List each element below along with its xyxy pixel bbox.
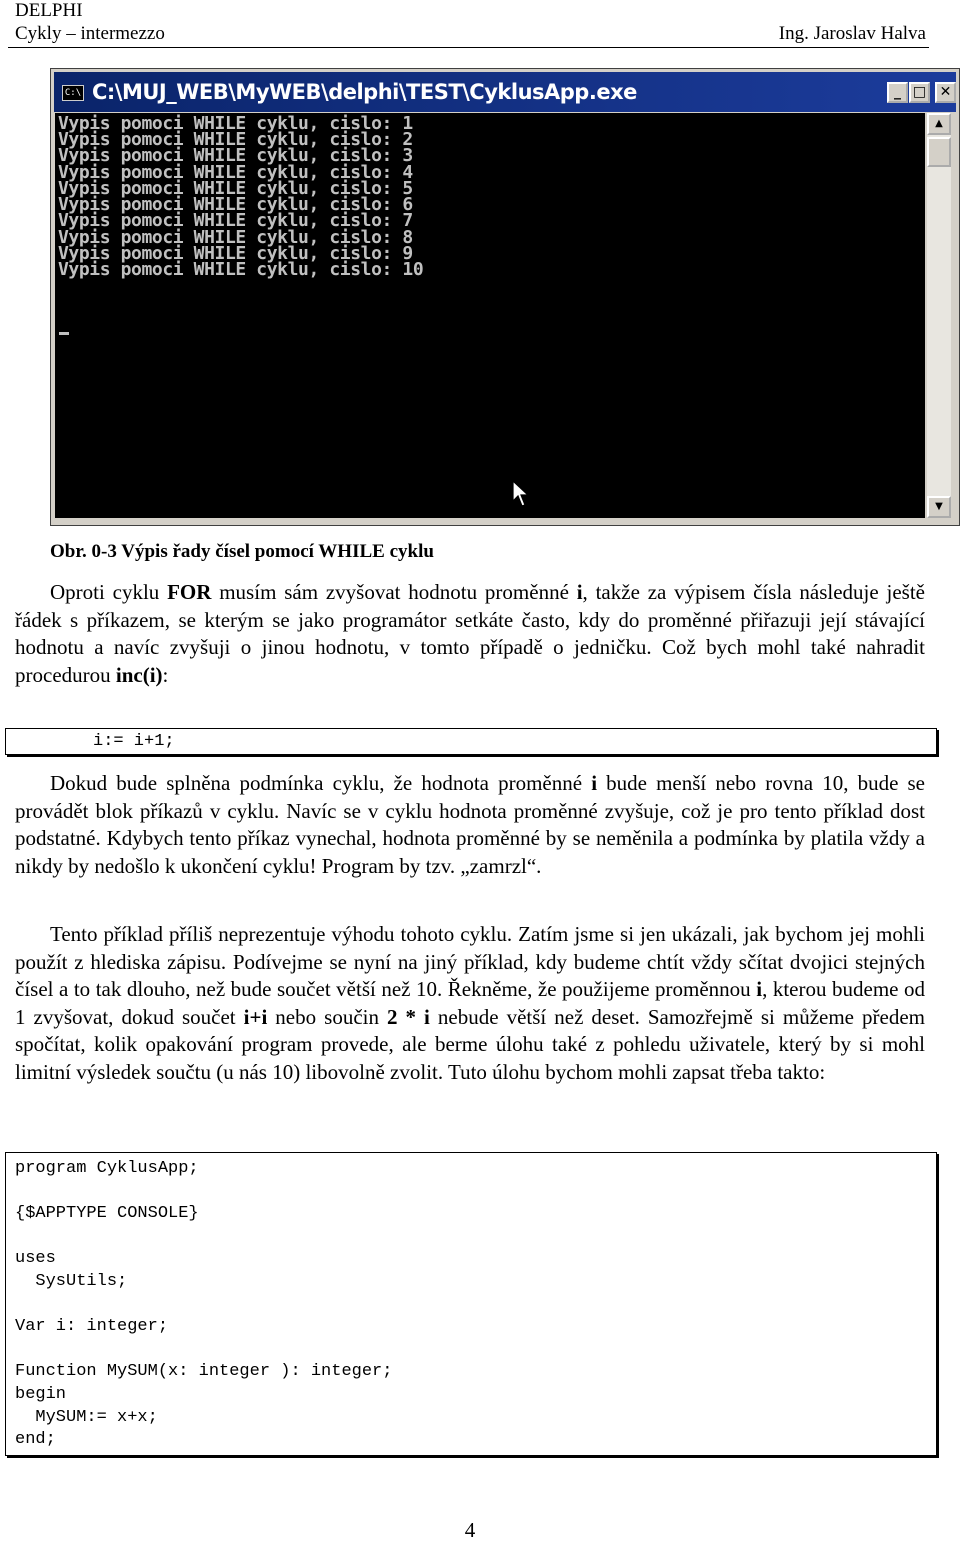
header-author: Ing. Jaroslav Halva bbox=[778, 23, 926, 44]
text: nebo součin bbox=[267, 1004, 387, 1029]
code-listing-program bbox=[5, 1152, 937, 1456]
text: musím sám zvyšovat hodnotu proměnné bbox=[211, 580, 577, 604]
close-button[interactable]: ✕ bbox=[935, 82, 956, 103]
text: nebude větší než deset. Samozřejmě si můžeme předem spočítat, kolik opakování program provede, ale berme úlohu také z pohledu uživatele, který by si mohl limitní výsledek součtu (u nás 10) libovolně zvolit. Tuto úlohu bychom mohli zapsat třeba takto: bbox=[15, 1004, 925, 1084]
console-line: Vypis pomoci WHILE cyklu, cislo: 6 bbox=[58, 194, 413, 215]
maximize-button[interactable]: □ bbox=[909, 82, 930, 103]
variable-bold: i bbox=[756, 977, 763, 1001]
console-window-screenshot bbox=[50, 68, 960, 526]
console-app-icon: C:\ bbox=[62, 85, 84, 101]
console-line: Vypis pomoci WHILE cyklu, cislo: 5 bbox=[58, 178, 413, 199]
console-titlebar bbox=[54, 72, 956, 112]
expression-bold: 2 * i bbox=[387, 1004, 430, 1029]
paragraph-2 bbox=[15, 770, 925, 880]
minimize-button[interactable]: _ bbox=[887, 82, 908, 103]
text: Oproti cyklu bbox=[50, 580, 168, 604]
variable-bold: i bbox=[591, 771, 598, 795]
code-text: i:= i+1; bbox=[93, 732, 175, 751]
console-line: Vypis pomoci WHILE cyklu, cislo: 4 bbox=[58, 162, 413, 183]
console-line: Vypis pomoci WHILE cyklu, cislo: 7 bbox=[58, 210, 413, 231]
console-line: Vypis pomoci WHILE cyklu, cislo: 2 bbox=[58, 129, 413, 150]
text: Dokud bude splněna podmínka cyklu, že hodnota proměnné bbox=[50, 771, 592, 795]
header-title: DELPHI bbox=[15, 0, 83, 21]
scroll-down-arrow-icon[interactable]: ▼ bbox=[927, 496, 951, 518]
text: , kterou budeme od 1 zvyšovat, dokud součet bbox=[15, 977, 926, 1029]
header-rule bbox=[8, 47, 929, 48]
paragraph-3 bbox=[15, 921, 925, 1086]
text: Tento příklad příliš neprezentuje výhodu tohoto cyklu. Zatím jsme si jen ukázali, jak bychom jej mohli použít z hlediska zápisu. Podívejme se nyní na jiný příklad, kdy budeme chtít vždy sčítat dvojici stejných čísel a to tak dlouho, než bude součet větší než 10. Řekněme, že použijeme proměnnou bbox=[15, 922, 925, 1001]
mouse-pointer-icon bbox=[512, 480, 530, 508]
console-line: Vypis pomoci WHILE cyklu, cislo: 3 bbox=[58, 145, 413, 166]
console-line: Vypis pomoci WHILE cyklu, cislo: 9 bbox=[58, 243, 413, 264]
page-number: 4 bbox=[464, 1518, 476, 1542]
text: : bbox=[162, 662, 169, 687]
figure-caption: Obr. 0-3 Výpis řady čísel pomocí WHILE cyklu bbox=[50, 541, 434, 562]
console-scrollbar[interactable] bbox=[927, 113, 951, 518]
text: , takže za výpisem čísla následuje ještě řádek s příkazem, se kterým se jako programátor setkáte často, kdy do proměnné přiřazuji její stávající hodnotu a navíc zvyšuji o jinou hodnotu, v tomto případě o jedničku. Což bych mohl také nahradit procedurou bbox=[15, 580, 925, 687]
console-cursor bbox=[59, 332, 69, 335]
console-line: Vypis pomoci WHILE cyklu, cislo: 8 bbox=[58, 227, 413, 248]
paragraph-1 bbox=[15, 579, 925, 689]
code-snippet-increment bbox=[5, 728, 937, 755]
code-text: program CyklusApp; {$APPTYPE CONSOLE} uses SysUtils; Var i: integer; Function MySUM(x: integer ): integer; begin MySUM:= x+x; end; bbox=[15, 1159, 393, 1450]
text: bude menší nebo rovna 10, bude se provádět blok příkazů v cyklu. Navíc se v cyklu hodnota proměnné zvyšuje, což je pro tento příklad dost podstatné. Kdybych tento příkaz vynechal, hodnota proměnné by se neměnila a podmínka by platila vždy a nikdy by nedošlo k ukončení cyklu! Program by tzv. „zamrzl“. bbox=[15, 771, 925, 878]
console-line: Vypis pomoci WHILE cyklu, cislo: 10 bbox=[58, 259, 424, 280]
console-output bbox=[55, 113, 925, 518]
scroll-thumb[interactable] bbox=[927, 137, 951, 167]
expression-bold: i+i bbox=[243, 1004, 268, 1029]
scroll-up-arrow-icon[interactable]: ▲ bbox=[927, 113, 951, 135]
header-subtitle: Cykly – intermezzo bbox=[15, 23, 165, 44]
console-line: Vypis pomoci WHILE cyklu, cislo: 1 bbox=[58, 113, 413, 134]
variable-bold: i bbox=[576, 580, 583, 604]
console-title: C:\MUJ_WEB\MyWEB\delphi\TEST\CyklusApp.exe bbox=[92, 80, 637, 104]
keyword-bold: FOR bbox=[167, 580, 212, 604]
procedure-bold: inc(i) bbox=[115, 662, 163, 687]
